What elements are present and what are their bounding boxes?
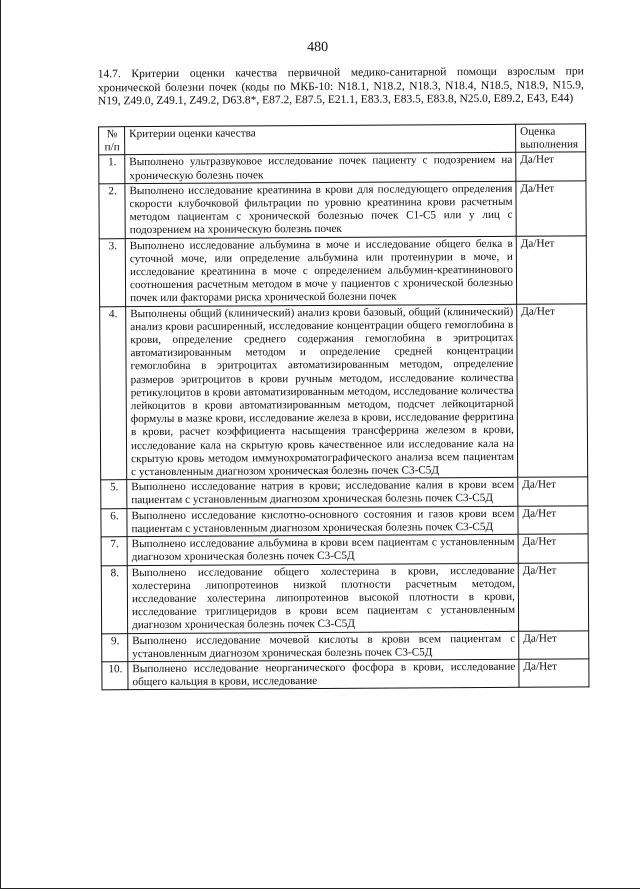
table-row xyxy=(99,235,586,306)
row-number: 5. xyxy=(101,480,127,509)
row-number: 3. xyxy=(99,238,125,306)
row-number: 9. xyxy=(102,633,128,662)
row-number: 4. xyxy=(100,306,127,480)
table-row xyxy=(101,477,588,508)
row-number: 2. xyxy=(99,183,125,238)
page-number: 480 xyxy=(307,39,329,56)
row-criterion: Выполнены общий (клинический) анализ крови базовый, общий (клинический) анализ крови расширенный, исследование концентрации общего гемоглобина в крови, определение среднего содержания гемоглобина в эритроцитах автоматизированным методом и определение средней концентрации гемоглобина в эритроцитах автоматизированным методом, определение размеров эритроцитов в крови ручным методом, исследование количества ретикулоцитов в крови автоматизированным методом, исследование количества лейкоцитов в крови автоматизированным методом, подсчет лейкоцитарной формулы в мазке крови, исследование железа в крови, исследование ферритина в крови, расчет коэффициента насыщения трансферрина железом в крови, исследование кала на скрытую кровь качественное или исследование кала на скрытую кровь методом иммунохроматографического анализа всем пациентам с установленным диагнозом хроническая болезнь почек С3-С5Д xyxy=(126,304,518,480)
row-criterion: Выполнено ультразвуковое исследование почек пациенту с подозрением на хроническую болезнь почек xyxy=(125,153,516,184)
row-number: 1. xyxy=(99,155,125,184)
row-evaluation: Да/Нет xyxy=(516,152,586,181)
row-evaluation: Да/Нет xyxy=(518,506,588,535)
row-criterion: Выполнено исследование неорганического фосфора в крови, исследование общего кальция в крови, исследование xyxy=(128,659,519,690)
row-criterion: Выполнено исследование натрия в крови; исследование калия в крови всем пациентам с установленным диагнозом хроническая болезнь почек С3-С5Д xyxy=(127,478,518,509)
section-heading: 14.7. Критерии оценки качества первичной медико-санитарной помощи взрослым при хронической болезни почек (коды по МКБ-10: N18.1, N18.2, N18.3, N18.4, N18.5, N18.9, N15.9, N19, Z49.0, Z49.1, Z49.2, D63.8*, E87.2, E87.5, E21.1, E83.3, E83.5, E83.8, N25.0, E89.2, E43, E44) xyxy=(97,65,584,108)
header-criterion: Критерии оценки качества xyxy=(125,124,516,155)
row-evaluation: Да/Нет xyxy=(518,562,588,630)
row-number: 6. xyxy=(101,508,127,537)
criteria-table xyxy=(98,123,589,690)
table-header-row xyxy=(99,124,586,155)
row-criterion: Выполнено исследование креатинина в крови для последующего определения скорости клубочковой фильтрации по уровню креатинина крови расчетным методом пациентам с хронической болезнью почек С1-С5 или у лиц с подозрением на хроническую болезнь почек xyxy=(125,181,516,238)
row-number: 7. xyxy=(101,537,127,566)
table-row xyxy=(101,506,588,537)
table-row xyxy=(99,152,586,183)
row-evaluation: Да/Нет xyxy=(516,181,586,236)
row-evaluation: Да/Нет xyxy=(519,630,589,659)
table-row xyxy=(101,562,588,633)
row-evaluation: Да/Нет xyxy=(518,534,588,563)
table-row xyxy=(100,304,588,481)
table-row xyxy=(102,630,589,661)
scan-edge-left xyxy=(0,0,1,889)
row-evaluation: Да/Нет xyxy=(517,304,588,478)
table-row xyxy=(99,181,586,239)
table-row xyxy=(101,534,588,565)
row-criterion: Выполнено исследование кислотно-основного состояния и газов крови всем пациентам с установленным диагнозом хроническая болезнь почек С3-С5Д xyxy=(127,506,518,537)
header-evaluation: Оценка выполнения xyxy=(516,124,586,153)
header-number: № п/п xyxy=(99,127,125,156)
row-number: 10. xyxy=(102,662,128,691)
row-number: 8. xyxy=(101,565,127,633)
row-criterion: Выполнено исследование альбумина в крови всем пациентам с установленным диагнозом хроническая болезнь почек С3-С5Д xyxy=(127,534,518,565)
row-evaluation: Да/Нет xyxy=(519,659,589,688)
row-evaluation: Да/Нет xyxy=(516,235,586,303)
row-evaluation: Да/Нет xyxy=(518,477,588,506)
row-criterion: Выполнено исследование мочевой кислоты в крови всем пациентам с установленным диагнозом хроническая болезнь почек С3-С5Д xyxy=(128,631,519,662)
row-criterion: Выполнено исследование общего холестерина в крови, исследование холестерина липопротеинов низкой плотности расчетным методом, исследование холестерина липопротеинов высокой плотности в крови, исследование триглицеридов в крови всем пациентам с установленным диагнозом хроническая болезнь почек С3-С5Д xyxy=(127,563,518,633)
table-row xyxy=(102,659,589,690)
row-criterion: Выполнено исследование альбумина в моче и исследование общего белка в суточной моче, или определение альбумина или протеинурии в моче, и исследование креатинина в моче с определением альбумин-креатининового соотношения расчетным методом в моче у пациентов с хронической болезнью почек или факторами риска хронической болезни почек xyxy=(125,236,516,306)
